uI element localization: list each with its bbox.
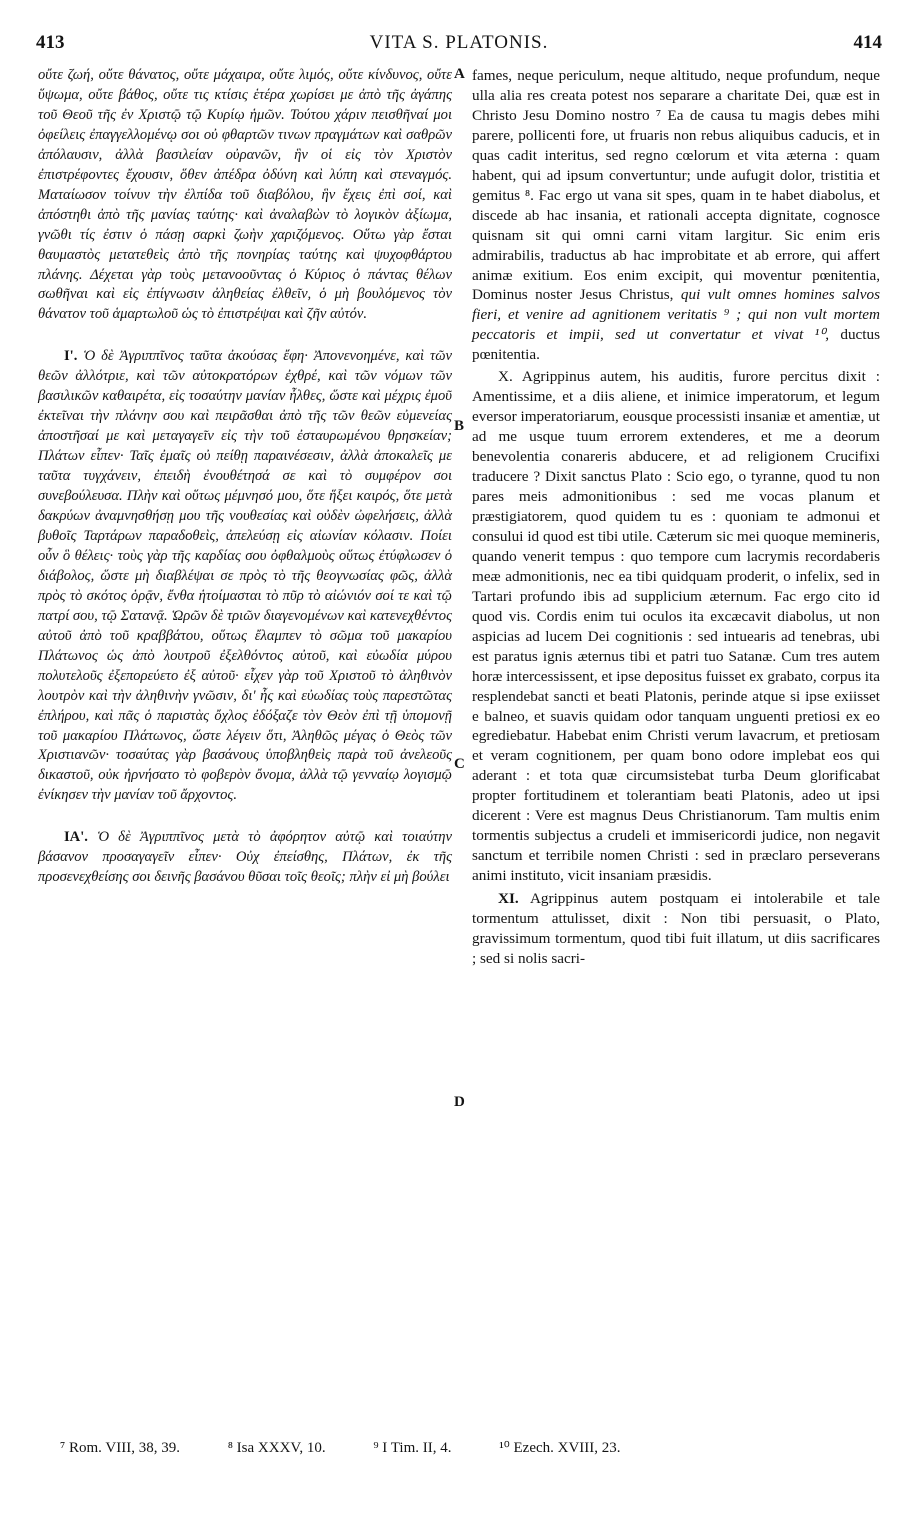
greek-section-11-number: ΙΑ'. (64, 829, 88, 846)
margin-letter-a: A (454, 66, 465, 82)
greek-section-11-text: Ὁ δὲ Ἀγριππῖνος μετὰ τὸ ἀφόρητον αὐτῷ καὶ τοιαύτην βάσανον προσαγαγεῖν εἶπεν· Οὐχ ἐπείσθης, Πλάτων, ἐκ τῆς προσενεχθείσης σοι δεινῆς βασάνου θῦσαι τοῖς θεοῖς; πλὴν εἰ μὴ βούλει (38, 829, 452, 886)
footnote-8: ⁸ Isa XXXV, 10. (227, 1440, 326, 1456)
greek-section-10-number: Ι'. (64, 348, 78, 365)
page-number-right: 414 (853, 32, 882, 53)
latin-section-10-number: X. (498, 368, 513, 386)
greek-section-11 (38, 828, 452, 888)
greek-section-10-text: Ὁ δὲ Ἀγριππῖνος ταῦτα ἀκούσας ἔφη· Ἀπονενοημένε, καὶ τῶν θεῶν ἀλλότριε, καὶ τῶν αὐτοκρατόρων ἐχθρέ, καὶ τῶν νόμων τῶν βασιλικῶν καθαιρέτα, εἰς τοσαύτην μανίαν ἦλθες, ὥστε καὶ μέχρις ἐμοῦ ἐκτεῖναι τὴν πλάνην σου καὶ πειρᾶσθαι ἀπὸ τῆς τῶν θεῶν εὐμενείας ἀποστῆσαί με καὶ μεταγαγεῖν εἰς τὴν τοῦ ἐσταυρωμένου θρησκείαν; Πλάτων εἶπεν· Ταῖς ἐμαῖς οὐ πείθῃ παραινέσεσιν, ἀλλὰ ἀποκαλεῖς με ταῦτα τυγχάνειν, ἐπειδὴ ἐνουθέτησά σε καὶ τὸ συμφέρον σοι συνεβούλευσα. Πλὴν καὶ οὕτως μέμνησό μου, ὅτε ἥξει καιρός, ὅτε μετὰ δακρύων ἀναμνησθήσῃ μου τῆς νουθεσίας καὶ οὐδὲν ὠφελήσεις, ἀλλὰ βυθοῖς Ταρτάρων παραδοθεὶς, ἀπελεύσῃ εἰς αἰωνίαν κόλασιν. Ποίει οὖν ὃ θέλεις· τοὺς γὰρ τῆς καρδίας σου ὀφθαλμοὺς οὕτως ἐτύφλωσεν ὁ διάβολος, ὥστε μὴ διαβλέψαι σε πρὸς τὸ τῆς θεογνωσίας φῶς, ἀλλὰ πρὸς τὸ σκότος ὁρᾷν, ἔνθα ἡτοίμασται τὸ πῦρ τὸ αἰώνιόν σοί τε καὶ τῷ πατρί σου, τῷ Σατανᾷ. Ὡρῶν δὲ τριῶν διαγενομένων καὶ κατενεχθέντος αὐτοῦ ἀπὸ τοῦ κραββάτου, οὕτως ἔλαμπεν τὸ σῶμα τοῦ μακαρίου Πλάτωνος ὡς ἀπὸ λουτροῦ ἐξελθόντος αὐτοῦ, καὶ εὐωδία μύρου πολυτελοῦς ἐξεπορεύετο ἐξ αὐτοῦ· εἶχεν γὰρ τοῦ Χριστοῦ τὸ ἀληθινὸν λουτρὸν καὶ τὴν ἀληθινὴν γνῶσιν, δι' ἧς καὶ εὐωδίας τοὺς παρεστῶτας ἐπλήρου, καὶ πᾶς ὁ παριστὰς ὄχλος ἐδόξαζε τὸν Θεὸν ἐπὶ τῇ ὑπομονῇ τοῦ μακαρίου Πλάτωνος, ὥστε λέγειν ὅτι, Ἀληθῶς μέγας ὁ Θεὸς τῶν Χριστιανῶν· τοσαύτας γὰρ βασάνους ὑποβληθεὶς παρὰ τοῦ ἀνελεοῦς δικαστοῦ, οὐκ ἠρνήσατο τὸ φοβερὸν ὄνομα, ἀλλὰ τῷ γενναίῳ λογισμῷ ἐνίκησεν τὴν μανίαν τοῦ ἄρχοντος. (38, 348, 452, 804)
latin-column (472, 66, 880, 969)
margin-letter-c: C (454, 756, 465, 772)
greek-column (38, 66, 452, 888)
greek-paragraph-1: οὔτε ζωή, οὔτε θάνατος, οὔτε μάχαιρα, οὔτε λιμός, οὔτε κίνδυνος, οὔτε ὕψωμα, οὔτε βάθος, οὔτε τις κτίσις ἑτέρα χωρίσει με ἀπὸ τῆς ἀγάπης τοῦ Θεοῦ τῆς ἐν Χριστῷ τῷ Κυρίῳ ἡμῶν. Τούτου χάριν πεισθῆναί μοι ὀφείλεις ἐπαγγελλομένῳ σοι οὐ φθαρτῶν τινων πραγμάτων καὶ σαθρῶν ἀπόλαυσιν, ἀλλὰ βασιλείαν οὐρανῶν, ἣν οἱ εἰς τὸν Χριστὸν ἐπιστρέφοντες ἔχουσιν, ὅθεν ἀπέδρα ὀδύνη καὶ λύπη καὶ στεναγμός. Ματαίωσον τοίνυν τὴν ἐλπίδα τοῦ διαβόλου, ἣν ἔχεις ἐπὶ σοί, καὶ ἀπόστηθι ἀπὸ τῆς μανίας ταύτης· καὶ ἀναλαβὼν τὸ λογικὸν ἀξίωμα, γνῶθι τίς ἐστιν ὁ πάσῃ σαρκὶ ζωὴν χαριζόμενος. Οὕτω γὰρ ἔσται θαυμαστὸς μετατεθεὶς ἀπὸ τῆς πονηρίας ταύτης καὶ ψυχοφθάρτου πλάνης. Δέχεται γὰρ τοὺς μετανοοῦντας ὁ Κύριος ὁ πάντας θέλων σωθῆναι καὶ εἰς ἐπίγνωσιν ἀληθείας ἐλθεῖν, ὁ μὴ βουλόμενος τὸν θάνατον τοῦ ἁμαρτωλοῦ ὡς τὸ ἐπιστρέψαι καὶ ζῆν αὐτόν. (38, 67, 452, 323)
footnote-9: ⁹ I Tim. II, 4. (373, 1440, 452, 1456)
footnote-7: ⁷ Rom. VIII, 38, 39. (60, 1440, 180, 1456)
latin-section-11-number: XI. (498, 890, 519, 908)
page-header (36, 32, 882, 62)
margin-letter-b: B (454, 418, 465, 434)
greek-section-10 (38, 347, 452, 806)
page-number-left: 413 (36, 32, 65, 53)
latin-paragraph-1-text: fames, neque periculum, neque altitudo, neque profundum, neque ulla alia res creata potest nos separare a charitate Dei, quæ est in Christo Jesu Domino nostro ⁷ Ea de causa tu magis debes mihi parere, pollicenti fore, ut fruaris non rebus aliquibus caducis, et in quas cadit interitus, sed regno cœlorum et vita æterna : quam habent, qui ad ipsum convertuntur; unde aufugit dolor, tristitia et gemitus ⁸. Fac ergo ut vana sit spes, quam in te habet diabolus, et discede ab hac insania, et rationali accepta dignitate, cognosce quisnam sit qui omni carni vitam largitur. Sic enim eris admirabilis, traductus ab hac improbitate et ab errore, qui affert animæ exitium. Eos enim excipit, qui moventur pœnitentia, Dominus noster Jesus Christus, (472, 67, 880, 304)
footnotes (60, 1438, 880, 1457)
latin-section-10-text: Agrippinus autem, his auditis, furore percitus dixit : Amentissime, et a diis aliene, et inimice imperatorum, et legum eversor imperatoriarum, eousque processisti insaniæ et amentiæ, ut ad me usque tuum errorem extenderes, et me a deorum benevolentia conareris abducere, et ad religionem Crucifixi traducere ? Dixit sanctus Plato : Scio ego, o tyranne, quod tu non pares meis admonitionibus : sed me vocas planum et præstigiatorem, quod quidem tu es : quoniam te admonui et consului id quod est tibi utile. Cæterum sic mei quoque memineris, quando venerit tempus : quo tempore cum lacrymis recordaberis meæ admonitionis, nec ea tibi quidquam proderit, o infelix, sed in Tartari profundo ibis ad supplicium æternum. Fac ergo cito id quod vis. Cordis enim tui oculos ita excæcavit diabolus, ut non aspicias ad lucem Dei cognitionis : sed intuearis ad tenebras, ubi est paratus ignis æternus tibi et patri tuo Satanæ. Cum tres autem horæ intercessissent, et ipse depositus fuisset ex grabato, corpus ita resplendebat sancti et beati Platonis, perinde atque si ipse exiisset e balneo, et suavis quidam odor tanquam unguenti pretiosi ex eo egrediebatur. Habebat enim Christi verum lavacrum, et pretiosam et veram cognitionem, per quam bono odore implebat eos qui aderant : et tota quæ circumsistebat turba Deum glorificabat propter fortitudinem et tolerantiam beati Platonis, adeo ut ipsi dicerent : Vere est magnus Deus Christianorum. Tam multis enim tormentis subjectus a crudeli et immisericordi judice, non negavit sanctum et terribile nomen Christi : sed in præclaro perseverans animi instituto, vicit insaniam præsidis. (472, 368, 880, 885)
latin-paragraph-1-end: ductus pœnitentia. (472, 326, 881, 364)
running-title: VITA S. PLATONIS. (369, 32, 549, 53)
footnote-10: ¹⁰ Ezech. XVIII, 23. (499, 1440, 621, 1456)
latin-section-10 (472, 367, 880, 886)
latin-scripture-quote: qui vult omnes homines salvos fieri, et venire ad agnitionem veritatis ⁹ ; qui non vult mortem peccatoris et impii, sed ut convertatur et vivat ¹⁰, (472, 286, 881, 344)
latin-section-11 (472, 889, 880, 969)
margin-letter-d: D (454, 1094, 465, 1110)
latin-section-11-text: Agrippinus autem postquam ei intolerabile et tale tormentum attulisset, dixit : Non tibi persuasit, o Plato, gravissimum tormentum, quod tibi fuit illatum, ut diis sacrificares ; sed si nolis sacri- (472, 890, 881, 967)
latin-paragraph-1 (472, 66, 880, 365)
